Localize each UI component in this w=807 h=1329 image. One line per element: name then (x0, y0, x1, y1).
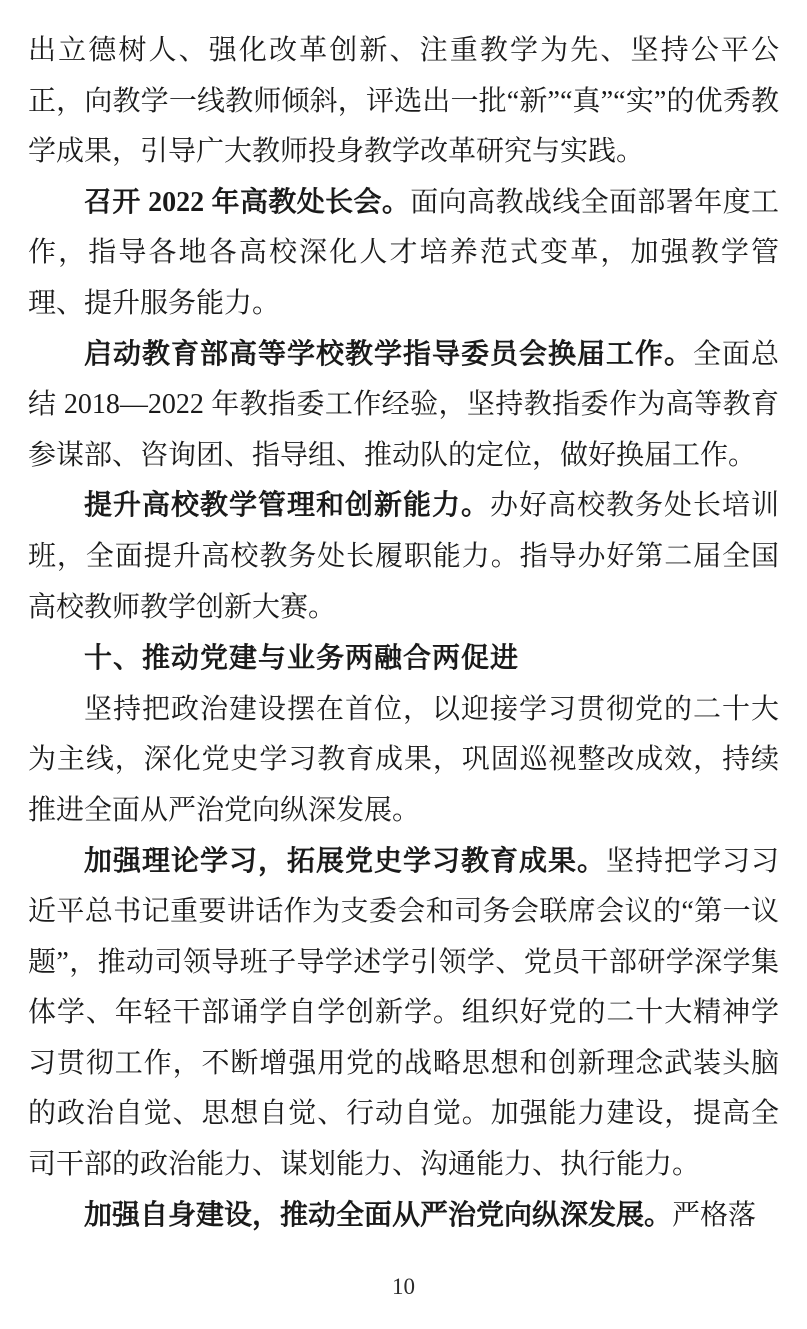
bold-lead-run: 加强理论学习，拓展党史学习教育成果。 (84, 845, 606, 877)
text-run: 全面总结 2018—2022 年教指委工作经验，坚持教指委作为高等教育参谋部、咨询团、指导组、推动队的定位，做好换届工作。 (28, 338, 779, 471)
section-heading (28, 633, 779, 685)
text-run: 坚持把学习习近平总书记重要讲话作为支委会和司务会联席会议的“第一议题”，推动司领导班子导学述学引领学、党员干部研学深学集体学、年轻干部诵学自学创新学。组织好党的二十大精神学习贯彻工作，不断增强用党的战略思想和创新理念武装头脑的政治自觉、思想自觉、行动自觉。加强能力建设，提高全司干部的政治能力、谋划能力、沟通能力、执行能力。 (28, 845, 779, 1181)
paragraph (28, 481, 779, 633)
bold-lead-run: 召开 2022 年高教处长会。 (84, 186, 411, 218)
bold-lead-run: 提升高校教学管理和创新能力。 (84, 490, 490, 522)
paragraph (28, 330, 779, 482)
text-run: 面向高教战线全面部署年度工作，指导各地各高校深化人才培养范式变革，加强教学管理、提升服务能力。 (28, 186, 779, 319)
paragraph (28, 685, 779, 837)
text-run: 坚持把政治建设摆在首位，以迎接学习贯彻党的二十大为主线，深化党史学习教育成果，巩固巡视整改成效，持续推进全面从严治党向纵深发展。 (28, 693, 779, 826)
text-run: 出立德树人、强化改革创新、注重教学为先、坚持公平公正，向教学一线教师倾斜，评选出一批“新”“真”“实”的优秀教学成果，引导广大教师投身教学改革研究与实践。 (28, 35, 779, 168)
document-body (28, 26, 779, 1241)
paragraph (28, 26, 779, 178)
heading-text: 十、推动党建与业务两融合两促进 (84, 642, 520, 674)
paragraph (28, 1191, 779, 1242)
paragraph (28, 837, 779, 1191)
page-footer (0, 1272, 807, 1302)
bold-lead-run: 加强自身建设，推动全面从严治党向纵深发展。 (84, 1199, 673, 1231)
bold-lead-run: 启动教育部高等学校教学指导委员会换届工作。 (84, 338, 693, 370)
text-run: 办好高校教务处长培训班，全面提升高校教务处长履职能力。指导办好第二届全国高校教师教学创新大赛。 (28, 490, 779, 623)
page-number: 10 (392, 1274, 415, 1299)
text-run: 严格落 (672, 1199, 757, 1231)
paragraph (28, 178, 779, 330)
